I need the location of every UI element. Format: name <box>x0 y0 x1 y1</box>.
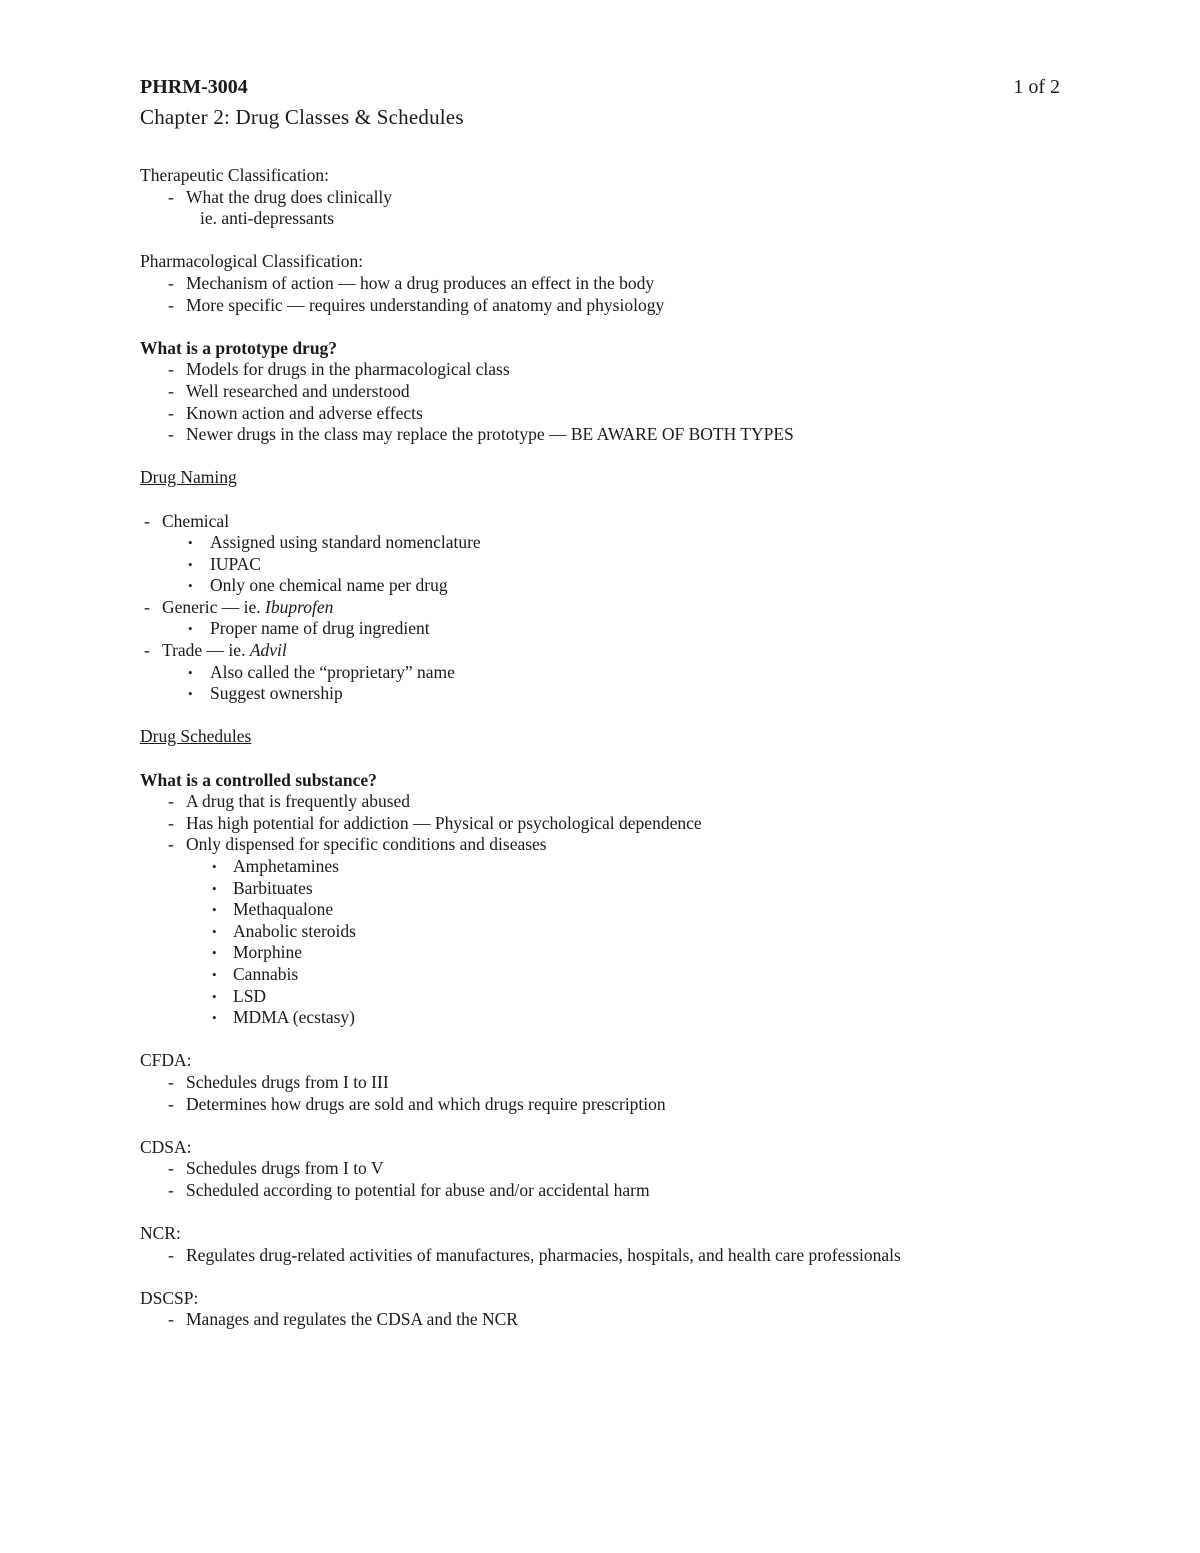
dscsp-heading: DSCSP: <box>140 1287 199 1308</box>
cfda-heading: CFDA: <box>140 1050 192 1071</box>
ncr-heading: NCR: <box>140 1223 181 1244</box>
list-item: - Only dispensed for specific conditions and diseases <box>168 834 547 855</box>
page-header <box>140 74 1060 100</box>
list-item: - Models for drugs in the pharmacological class <box>168 359 510 380</box>
list-item: - A drug that is frequently abused <box>168 791 411 812</box>
bullet-item: • Morphine <box>212 942 303 963</box>
list-item: - More specific — requires understanding of anatomy and physiology <box>168 294 665 315</box>
list-item: - Has high potential for addiction — Physical or psychological dependence <box>168 812 702 833</box>
list-item: - Known action and adverse effects <box>168 402 423 423</box>
list-item: - Well researched and understood <box>168 380 410 401</box>
document-body <box>140 165 1060 1331</box>
drug-schedules-heading: Drug Schedules <box>140 726 252 747</box>
course-code: PHRM-3004 <box>140 76 248 98</box>
bullet-item: • Assigned using standard nomenclature <box>188 532 481 553</box>
bullet-item: • MDMA (ecstasy) <box>212 1007 355 1028</box>
bullet-item: • LSD <box>212 985 267 1006</box>
list-item: - Newer drugs in the class may replace the prototype — BE AWARE OF BOTH TYPES <box>168 424 794 445</box>
generic-example: Ibuprofen <box>265 596 334 617</box>
drug-naming-heading: Drug Naming <box>140 467 237 488</box>
example-text: ie. anti-depressants <box>200 208 335 229</box>
bullet-item: • IUPAC <box>188 553 261 574</box>
list-item: - Manages and regulates the CDSA and the NCR <box>168 1309 518 1330</box>
chapter-title: Chapter 2: Drug Classes & Schedules <box>140 105 464 129</box>
list-item: - Schedules drugs from I to V <box>168 1158 384 1179</box>
therapeutic-heading: Therapeutic Classification: <box>140 165 330 185</box>
cdsa-heading: CDSA: <box>140 1136 192 1157</box>
list-item: - Chemical <box>144 510 230 531</box>
bullet-item: • Suggest ownership <box>188 683 343 704</box>
bullet-item: • Amphetamines <box>212 856 339 876</box>
list-item: - Scheduled according to potential for abuse and/or accidental harm <box>168 1179 650 1200</box>
list-item: - What the drug does clinically <box>168 186 393 207</box>
pharmacological-heading: Pharmacological Classification: <box>140 251 364 272</box>
bullet-item: • Proper name of drug ingredient <box>188 618 430 639</box>
bullet-item: • Only one chemical name per drug <box>188 575 448 596</box>
list-item: - Generic — ie. Ibuprofen <box>144 596 334 617</box>
controlled-substance-heading: What is a controlled substance? <box>140 769 377 790</box>
list-item: - Trade — ie. Advil <box>144 640 287 661</box>
bullet-item: • Also called the “proprietary” name <box>188 661 455 682</box>
bullet-item: • Methaqualone <box>212 899 334 920</box>
bullet-item: • Barbituates <box>212 877 313 898</box>
list-item: - Determines how drugs are sold and which drugs require prescription <box>168 1093 666 1114</box>
trade-example: Advil <box>249 640 287 661</box>
page-number: 1 of 2 <box>1013 76 1060 98</box>
prototype-heading: What is a prototype drug? <box>140 337 338 358</box>
list-item: - Mechanism of action — how a drug produces an effect in the body <box>168 272 655 293</box>
bullet-item: • Cannabis <box>212 963 299 984</box>
list-item: - Regulates drug-related activities of manufactures, pharmacies, hospitals, and health care professionals <box>168 1244 901 1265</box>
list-item: - Schedules drugs from I to III <box>168 1071 389 1092</box>
bullet-item: • Anabolic steroids <box>212 920 356 941</box>
